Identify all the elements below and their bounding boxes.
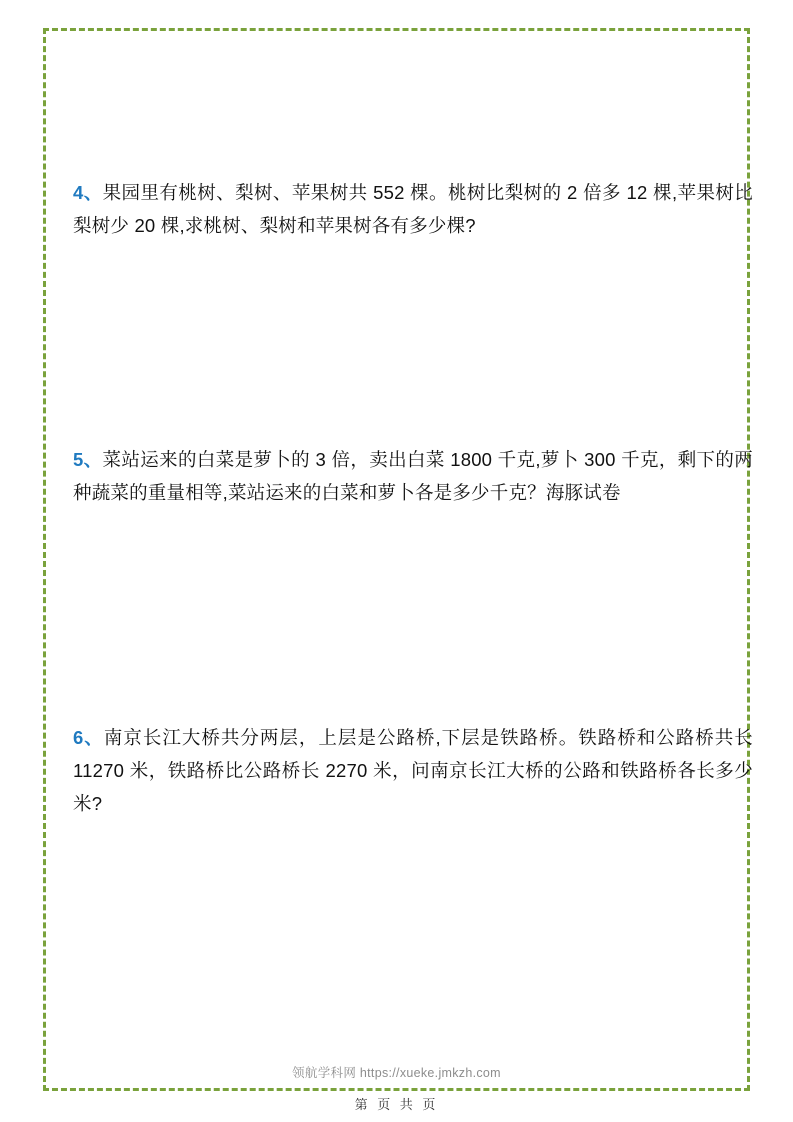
question-item — [73, 721, 753, 820]
question-text: 菜站运来的白菜是萝卜的 3 倍，卖出白菜 1800 千克,萝卜 300 千克，剩下的两种蔬菜的重量相等,菜站运来的白菜和萝卜各是多少千克？海豚试卷 — [73, 449, 753, 503]
question-text: 果园里有桃树、梨树、苹果树共 552 棵。桃树比梨树的 2 倍多 12 棵,苹果树比梨树少 20 棵,求桃树、梨树和苹果树各有多少棵? — [73, 182, 753, 236]
question-number: 6、 — [73, 727, 104, 748]
watermark-text: 领航学科网 https://xueke.jmkzh.com — [292, 1066, 501, 1080]
question-item — [73, 443, 753, 509]
question-item — [73, 176, 753, 242]
page-content — [43, 28, 753, 1091]
question-number: 5、 — [73, 449, 103, 470]
question-number: 4、 — [73, 182, 103, 203]
page-footer: 第 页 共 页 — [354, 1097, 439, 1112]
question-text: 南京长江大桥共分两层，上层是公路桥,下层是铁路桥。铁路桥和公路桥共长 11270 米，铁路桥比公路桥长 2270 米，问南京长江大桥的公路和铁路桥各长多少米? — [73, 727, 753, 814]
